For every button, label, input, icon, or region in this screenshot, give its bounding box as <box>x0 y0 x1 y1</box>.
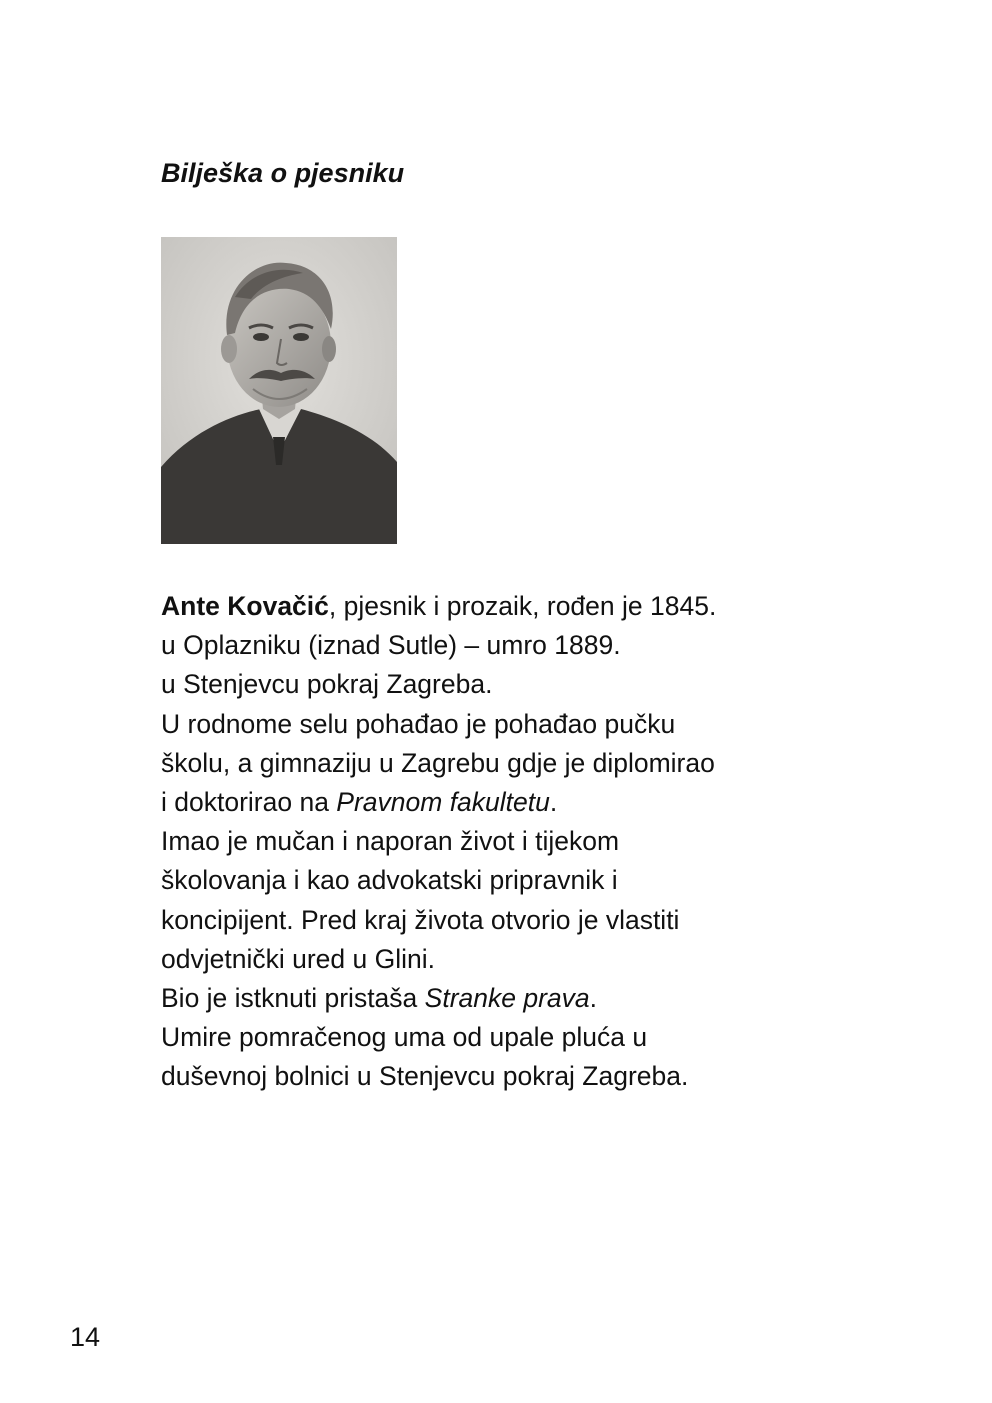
portrait-photo <box>161 237 397 544</box>
bio-line: u Oplazniku (iznad Sutle) – umro 1889. <box>161 630 621 661</box>
bio-line: školu, a gimnaziju u Zagrebu gdje je diplomirao <box>161 747 715 778</box>
bio-line: koncipijent. Pred kraj života otvorio je vlastiti <box>161 904 680 935</box>
bio-line: Ante Kovačić, pjesnik i prozaik, rođen je 1845. <box>161 591 717 621</box>
party-name: Stranke prava <box>424 983 590 1014</box>
bio-line: i doktorirao na Pravnom fakultetu. <box>161 787 558 818</box>
bio-line: Imao je mučan i naporan život i tijekom <box>161 826 620 857</box>
bio-line: školovanja i kao advokatski pripravnik i <box>161 865 618 896</box>
bio-line: Bio je istknuti pristaša Stranke prava. <box>161 983 598 1014</box>
bio-line: Umire pomračenog uma od upale pluća u <box>161 1022 648 1053</box>
faculty-name: Pravnom fakultetu <box>336 787 550 818</box>
bio-line: duševnoj bolnici u Stenjevcu pokraj Zagreba. <box>161 1061 689 1092</box>
bio-line: odvjetnički ured u Glini. <box>161 943 435 974</box>
poet-name: Ante Kovačić <box>161 591 329 621</box>
biography-text <box>161 587 881 1097</box>
page-title: Bilješka o pjesniku <box>161 158 405 188</box>
bio-line: u Stenjevcu pokraj Zagreba. <box>161 669 493 700</box>
page-number: 14 <box>70 1322 101 1352</box>
bio-line: U rodnome selu pohađao je pohađao pučku <box>161 708 676 739</box>
